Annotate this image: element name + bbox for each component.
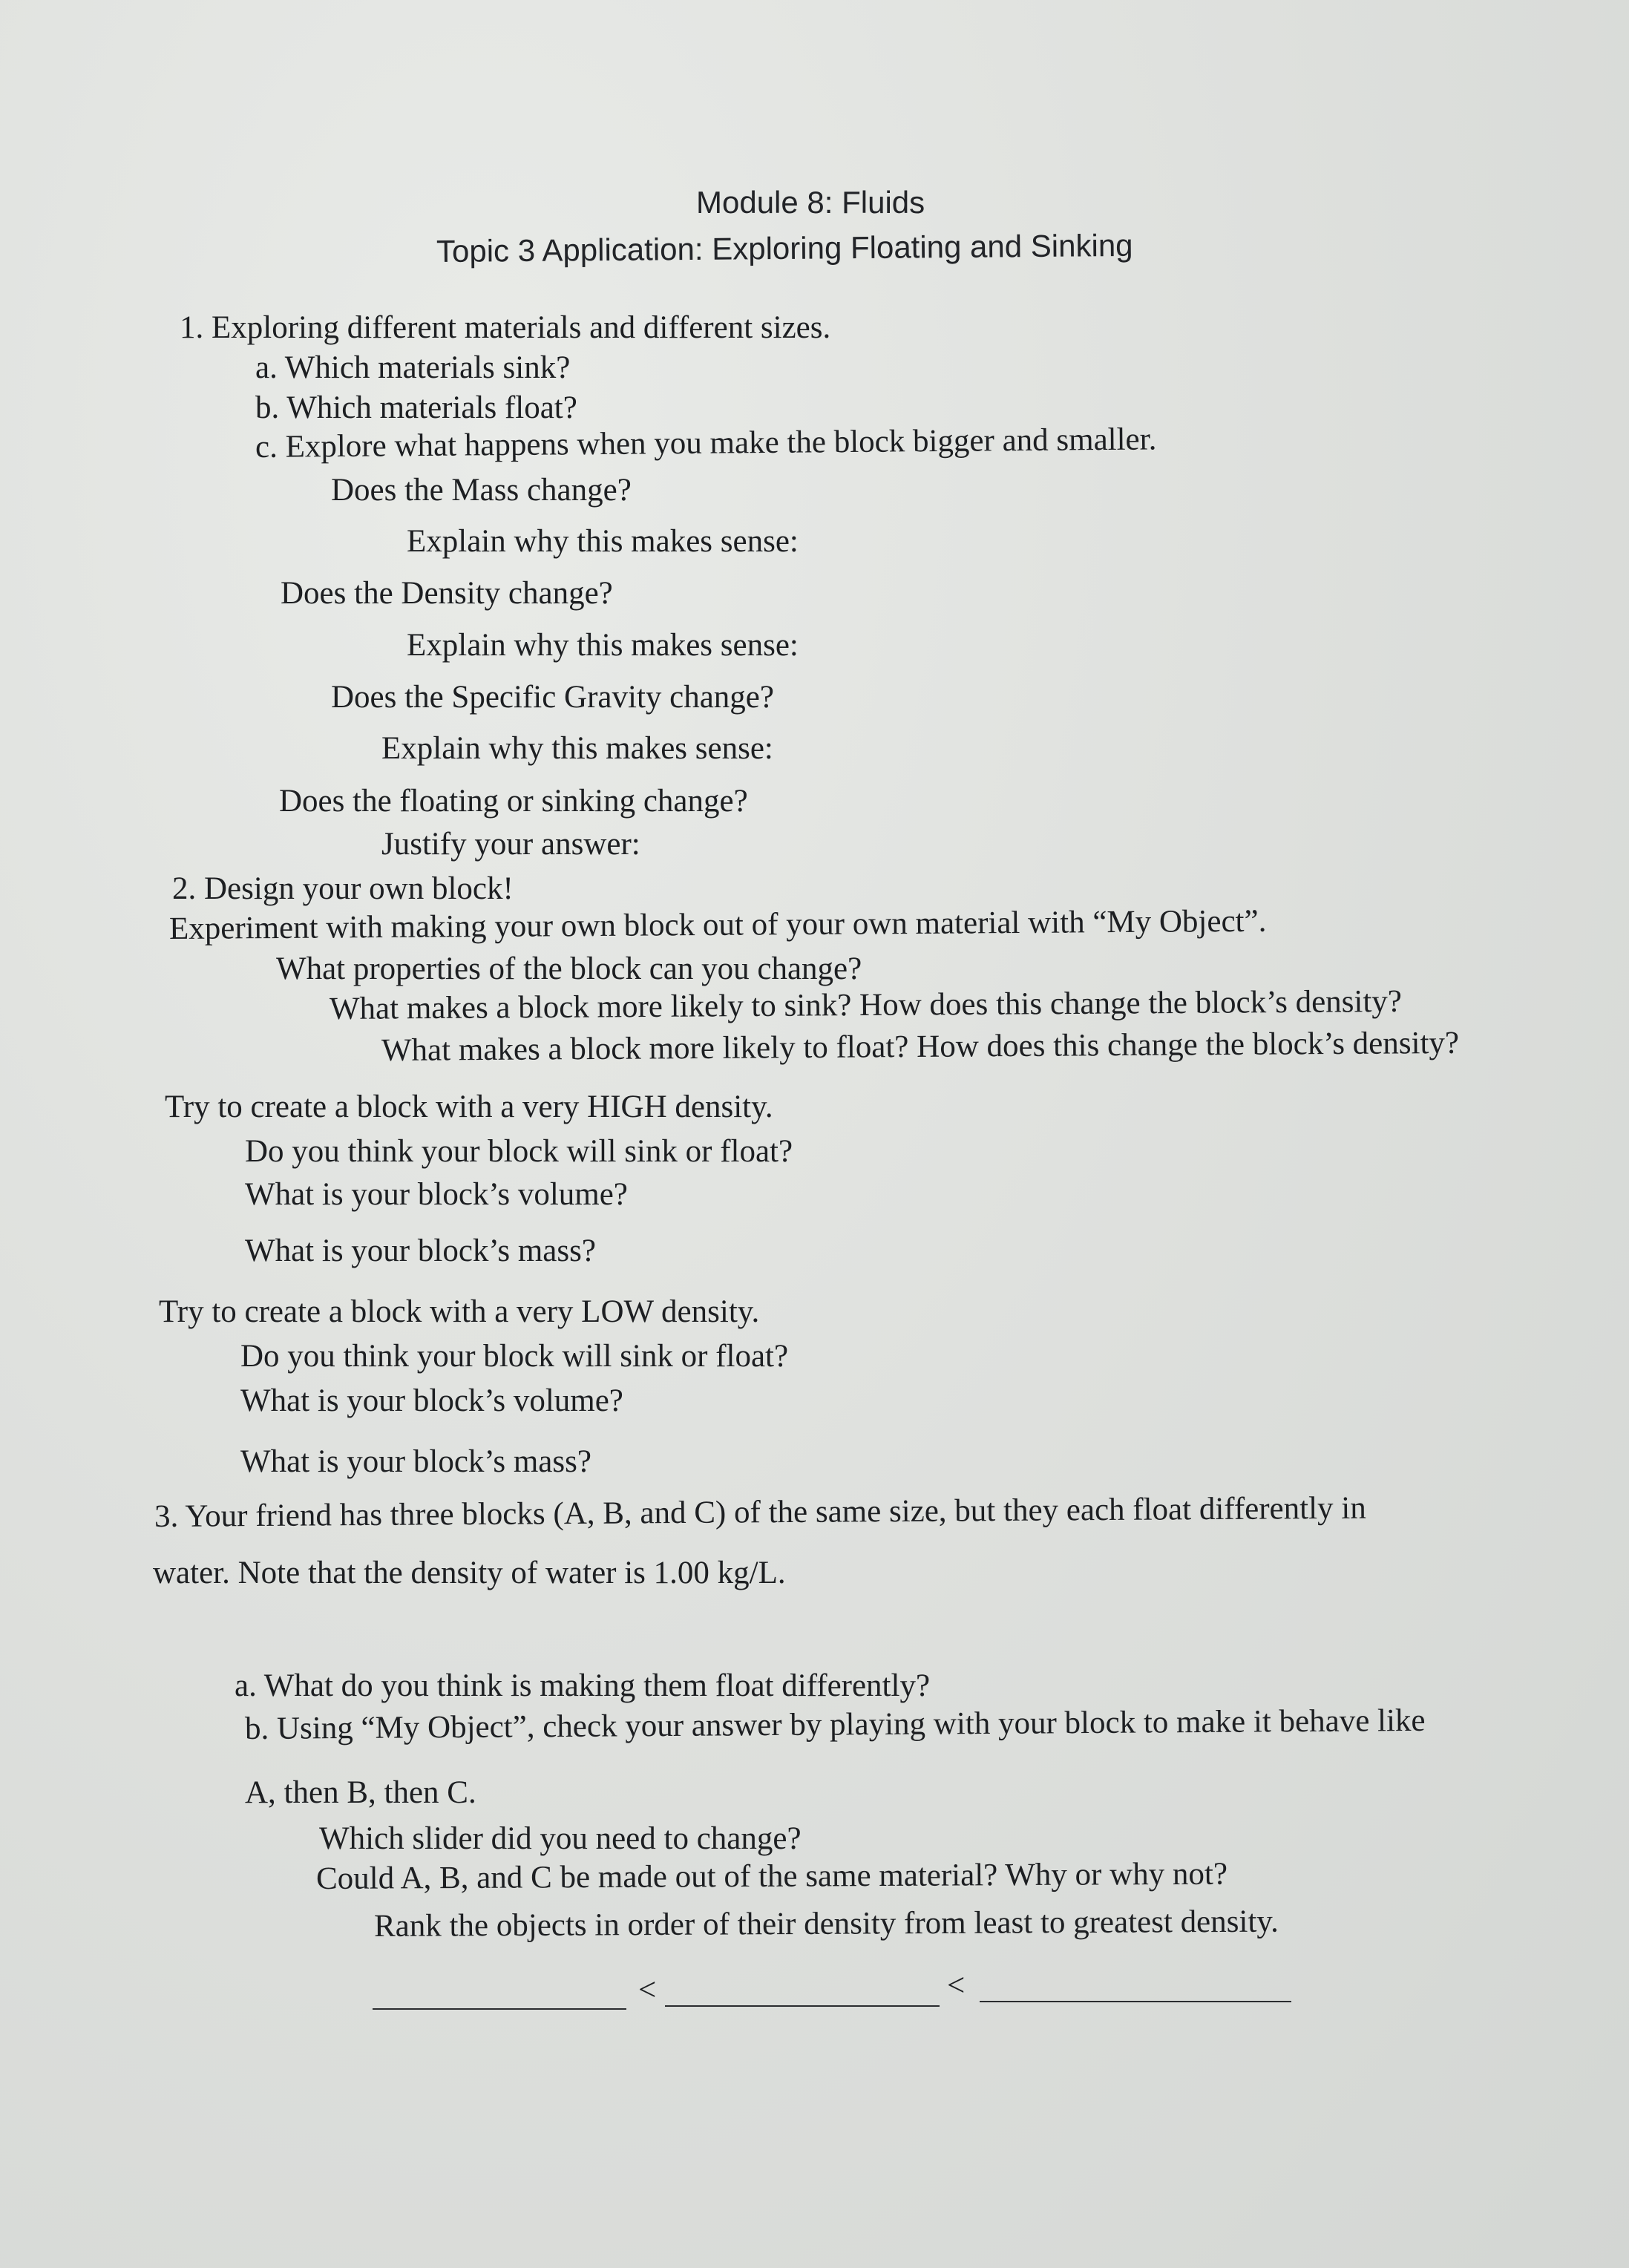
question-2-prompt: 2. Design your own block! — [172, 871, 514, 906]
question-1c: c. Explore what happens when you make the block bigger and smaller. — [255, 422, 1157, 465]
high-density-mass: What is your block’s mass? — [245, 1233, 596, 1268]
question-1-prompt: 1. Exploring different materials and different sizes. — [180, 310, 831, 345]
module-title: Module 8: Fluids — [696, 185, 925, 220]
low-density-sink-float: Do you think your block will sink or float? — [240, 1339, 789, 1374]
rank-blank-1[interactable] — [373, 2008, 626, 2010]
mass-question: Does the Mass change? — [331, 473, 632, 508]
low-density-mass: What is your block’s mass? — [240, 1444, 591, 1479]
question-3a: a. What do you think is making them float differently? — [235, 1668, 931, 1703]
rank-blank-3[interactable] — [980, 2001, 1291, 2002]
float-likely-question: What makes a block more likely to float? How does this change the block’s density? — [381, 1025, 1460, 1068]
high-density-sink-float: Do you think your block will sink or float? — [245, 1134, 793, 1169]
density-question: Does the Density change? — [281, 576, 613, 611]
sink-likely-question: What makes a block more likely to sink? How does this change the block’s density? — [329, 983, 1403, 1026]
mass-explain: Explain why this makes sense: — [407, 524, 799, 559]
specific-gravity-explain: Explain why this makes sense: — [381, 731, 773, 766]
specific-gravity-question: Does the Specific Gravity change? — [331, 680, 774, 715]
question-1a: a. Which materials sink? — [255, 350, 571, 385]
block-properties-question: What properties of the block can you change? — [276, 951, 862, 986]
floating-sinking-question: Does the floating or sinking change? — [279, 784, 748, 819]
topic-title: Topic 3 Application: Exploring Floating and Sinking — [436, 227, 1133, 269]
less-than-sign-1: < — [638, 1973, 657, 2008]
rank-density-instruction: Rank the objects in order of their density from least to greatest density. — [373, 1904, 1279, 1944]
high-density-prompt: Try to create a block with a very HIGH density. — [165, 1089, 773, 1124]
question-3b-line-2: A, then B, then C. — [245, 1775, 476, 1810]
question-3-prompt-line-2: water. Note that the density of water is 1.00 kg/L. — [153, 1556, 786, 1590]
question-3b-line-1: b. Using “My Object”, check your answer by playing with your block to make it behave like — [244, 1702, 1426, 1746]
slider-question: Which slider did you need to change? — [319, 1821, 802, 1856]
justify-answer: Justify your answer: — [381, 827, 640, 862]
low-density-prompt: Try to create a block with a very LOW density. — [159, 1294, 760, 1329]
question-3-prompt-line-1: 3. Your friend has three blocks (A, B, and C) of the same size, but they each float differently in — [154, 1490, 1366, 1534]
same-material-question: Could A, B, and C be made out of the same material? Why or why not? — [315, 1856, 1228, 1896]
question-1b: b. Which materials float? — [255, 390, 577, 425]
question-2-intro: Experiment with making your own block out of your own material with “My Object”. — [168, 903, 1267, 946]
less-than-sign-2: < — [947, 1968, 966, 2003]
density-explain: Explain why this makes sense: — [407, 628, 799, 663]
low-density-volume: What is your block’s volume? — [240, 1383, 623, 1418]
rank-blank-2[interactable] — [665, 2005, 940, 2007]
high-density-volume: What is your block’s volume? — [245, 1177, 628, 1212]
